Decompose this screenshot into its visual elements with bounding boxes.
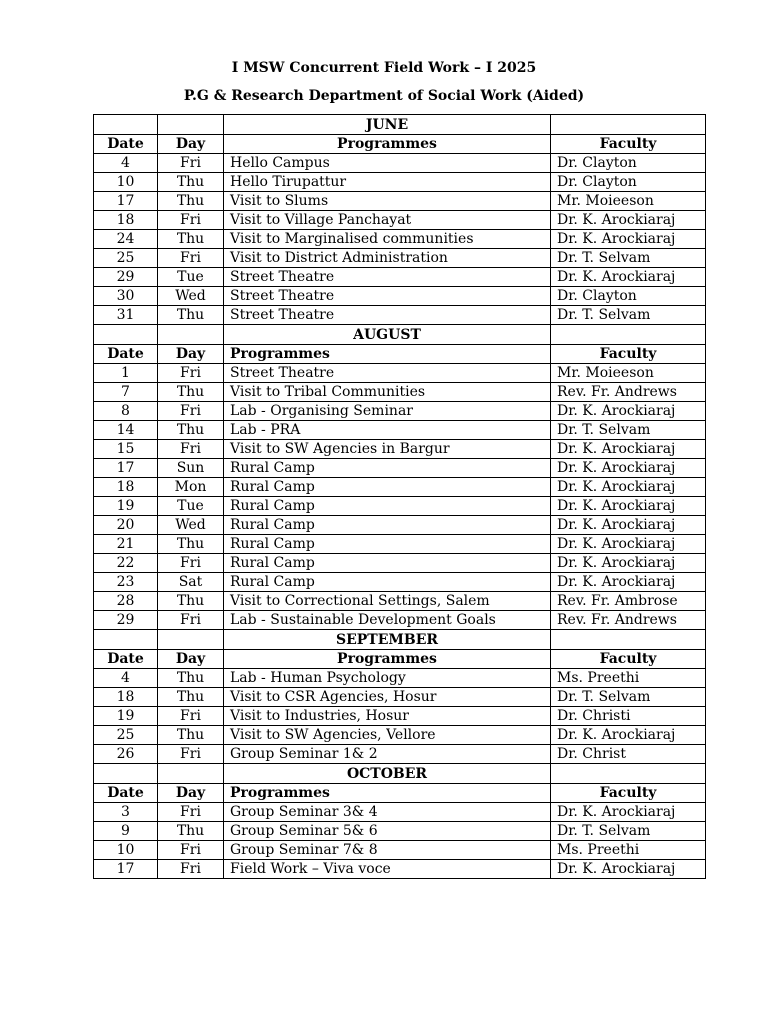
table-row: [94, 669, 706, 688]
table-row: [94, 211, 706, 230]
header-date: Date: [94, 345, 158, 364]
day-cell: Fri: [158, 611, 224, 630]
day-cell: Fri: [158, 841, 224, 860]
table-row: [94, 726, 706, 745]
day-cell: Thu: [158, 726, 224, 745]
header-row: [94, 345, 706, 364]
faculty-cell: Dr. K. Arockiaraj: [551, 516, 706, 535]
month-name: AUGUST: [224, 325, 551, 345]
programme-cell: Field Work – Viva voce: [224, 860, 551, 879]
programme-cell: Visit to Marginalised communities: [224, 230, 551, 249]
programme-cell: Lab - Sustainable Development Goals: [224, 611, 551, 630]
faculty-cell: Dr. K. Arockiaraj: [551, 726, 706, 745]
table-row: [94, 192, 706, 211]
header-day: Day: [158, 345, 224, 364]
day-cell: Fri: [158, 211, 224, 230]
table-row: [94, 860, 706, 879]
date-cell: 17: [94, 860, 158, 879]
table-row: [94, 383, 706, 402]
programme-cell: Group Seminar 5& 6: [224, 822, 551, 841]
header-programmes: Programmes: [224, 784, 551, 803]
day-cell: Fri: [158, 554, 224, 573]
empty-cell: [158, 115, 224, 135]
date-cell: 26: [94, 745, 158, 764]
date-cell: 29: [94, 268, 158, 287]
header-faculty: Faculty: [551, 345, 706, 364]
header-row: [94, 135, 706, 154]
header-programmes: Programmes: [224, 345, 551, 364]
table-row: [94, 440, 706, 459]
date-cell: 19: [94, 497, 158, 516]
table-row: [94, 535, 706, 554]
header-date: Date: [94, 135, 158, 154]
day-cell: Thu: [158, 306, 224, 325]
schedule-table: [93, 114, 706, 879]
date-cell: 10: [94, 173, 158, 192]
programme-cell: Lab - Organising Seminar: [224, 402, 551, 421]
day-cell: Fri: [158, 154, 224, 173]
table-row: [94, 822, 706, 841]
programme-cell: Street Theatre: [224, 287, 551, 306]
programme-cell: Hello Tirupattur: [224, 173, 551, 192]
programme-cell: Rural Camp: [224, 535, 551, 554]
empty-cell: [551, 764, 706, 784]
date-cell: 15: [94, 440, 158, 459]
header-date: Date: [94, 650, 158, 669]
table-row: [94, 745, 706, 764]
faculty-cell: Dr. K. Arockiaraj: [551, 478, 706, 497]
table-row: [94, 154, 706, 173]
programme-cell: Visit to SW Agencies in Bargur: [224, 440, 551, 459]
programme-cell: Visit to SW Agencies, Vellore: [224, 726, 551, 745]
empty-cell: [94, 630, 158, 650]
table-row: [94, 573, 706, 592]
empty-cell: [158, 325, 224, 345]
table-row: [94, 249, 706, 268]
table-row: [94, 402, 706, 421]
day-cell: Fri: [158, 745, 224, 764]
month-name: OCTOBER: [224, 764, 551, 784]
empty-cell: [94, 325, 158, 345]
table-row: [94, 421, 706, 440]
day-cell: Fri: [158, 803, 224, 822]
programme-cell: Street Theatre: [224, 268, 551, 287]
table-row: [94, 364, 706, 383]
table-row: [94, 230, 706, 249]
month-row: [94, 764, 706, 784]
date-cell: 29: [94, 611, 158, 630]
faculty-cell: Dr. Christi: [551, 707, 706, 726]
date-cell: 25: [94, 726, 158, 745]
table-row: [94, 497, 706, 516]
header-faculty: Faculty: [551, 784, 706, 803]
faculty-cell: Dr. T. Selvam: [551, 421, 706, 440]
month-name: JUNE: [224, 115, 551, 135]
faculty-cell: Dr. K. Arockiaraj: [551, 554, 706, 573]
month-name: SEPTEMBER: [224, 630, 551, 650]
header-day: Day: [158, 135, 224, 154]
faculty-cell: Dr. K. Arockiaraj: [551, 573, 706, 592]
programme-cell: Rural Camp: [224, 516, 551, 535]
day-cell: Fri: [158, 860, 224, 879]
date-cell: 10: [94, 841, 158, 860]
programme-cell: Visit to Tribal Communities: [224, 383, 551, 402]
programme-cell: Visit to District Administration: [224, 249, 551, 268]
programme-cell: Visit to Slums: [224, 192, 551, 211]
programme-cell: Hello Campus: [224, 154, 551, 173]
document-subtitle: P.G & Research Department of Social Work (Aided): [183, 88, 585, 104]
empty-cell: [551, 630, 706, 650]
day-cell: Fri: [158, 440, 224, 459]
day-cell: Tue: [158, 268, 224, 287]
month-row: [94, 115, 706, 135]
date-cell: 17: [94, 459, 158, 478]
faculty-cell: Dr. T. Selvam: [551, 306, 706, 325]
programme-cell: Lab - PRA: [224, 421, 551, 440]
table-row: [94, 459, 706, 478]
table-row: [94, 554, 706, 573]
table-row: [94, 707, 706, 726]
date-cell: 23: [94, 573, 158, 592]
header-faculty: Faculty: [551, 135, 706, 154]
day-cell: Thu: [158, 669, 224, 688]
faculty-cell: Dr. K. Arockiaraj: [551, 211, 706, 230]
day-cell: Fri: [158, 707, 224, 726]
date-cell: 7: [94, 383, 158, 402]
table-row: [94, 268, 706, 287]
date-cell: 20: [94, 516, 158, 535]
faculty-cell: Dr. K. Arockiaraj: [551, 440, 706, 459]
header-row: [94, 784, 706, 803]
programme-cell: Group Seminar 3& 4: [224, 803, 551, 822]
programme-cell: Visit to CSR Agencies, Hosur: [224, 688, 551, 707]
table-row: [94, 592, 706, 611]
date-cell: 4: [94, 154, 158, 173]
programme-cell: Rural Camp: [224, 554, 551, 573]
day-cell: Thu: [158, 173, 224, 192]
programme-cell: Rural Camp: [224, 497, 551, 516]
faculty-cell: Dr. K. Arockiaraj: [551, 459, 706, 478]
faculty-cell: Dr. K. Arockiaraj: [551, 402, 706, 421]
faculty-cell: Dr. T. Selvam: [551, 688, 706, 707]
programme-cell: Rural Camp: [224, 459, 551, 478]
day-cell: Fri: [158, 364, 224, 383]
date-cell: 19: [94, 707, 158, 726]
header-day: Day: [158, 784, 224, 803]
date-cell: 21: [94, 535, 158, 554]
faculty-cell: Dr. K. Arockiaraj: [551, 803, 706, 822]
header-faculty: Faculty: [551, 650, 706, 669]
programme-cell: Group Seminar 1& 2: [224, 745, 551, 764]
table-row: [94, 478, 706, 497]
faculty-cell: Mr. Moieeson: [551, 364, 706, 383]
day-cell: Wed: [158, 287, 224, 306]
table-row: [94, 173, 706, 192]
month-row: [94, 325, 706, 345]
faculty-cell: Ms. Preethi: [551, 669, 706, 688]
faculty-cell: Ms. Preethi: [551, 841, 706, 860]
programme-cell: Lab - Human Psychology: [224, 669, 551, 688]
date-cell: 4: [94, 669, 158, 688]
day-cell: Thu: [158, 421, 224, 440]
empty-cell: [158, 630, 224, 650]
faculty-cell: Dr. T. Selvam: [551, 249, 706, 268]
faculty-cell: Rev. Fr. Ambrose: [551, 592, 706, 611]
document-title: I MSW Concurrent Field Work – I 2025: [231, 60, 537, 76]
date-cell: 17: [94, 192, 158, 211]
table-row: [94, 803, 706, 822]
empty-cell: [551, 325, 706, 345]
empty-cell: [551, 115, 706, 135]
faculty-cell: Rev. Fr. Andrews: [551, 383, 706, 402]
faculty-cell: Dr. K. Arockiaraj: [551, 497, 706, 516]
table-row: [94, 516, 706, 535]
table-row: [94, 841, 706, 860]
day-cell: Thu: [158, 688, 224, 707]
date-cell: 31: [94, 306, 158, 325]
date-cell: 3: [94, 803, 158, 822]
date-cell: 9: [94, 822, 158, 841]
day-cell: Thu: [158, 230, 224, 249]
faculty-cell: Dr. Clayton: [551, 173, 706, 192]
date-cell: 18: [94, 478, 158, 497]
table-row: [94, 287, 706, 306]
day-cell: Mon: [158, 478, 224, 497]
faculty-cell: Dr. T. Selvam: [551, 822, 706, 841]
programme-cell: Rural Camp: [224, 478, 551, 497]
programme-cell: Visit to Industries, Hosur: [224, 707, 551, 726]
date-cell: 25: [94, 249, 158, 268]
programme-cell: Street Theatre: [224, 364, 551, 383]
faculty-cell: Dr. Clayton: [551, 287, 706, 306]
day-cell: Thu: [158, 822, 224, 841]
date-cell: 18: [94, 211, 158, 230]
empty-cell: [94, 764, 158, 784]
faculty-cell: Dr. Clayton: [551, 154, 706, 173]
date-cell: 18: [94, 688, 158, 707]
date-cell: 8: [94, 402, 158, 421]
table-row: [94, 306, 706, 325]
programme-cell: Rural Camp: [224, 573, 551, 592]
day-cell: Tue: [158, 497, 224, 516]
faculty-cell: Dr. K. Arockiaraj: [551, 268, 706, 287]
faculty-cell: Dr. Christ: [551, 745, 706, 764]
date-cell: 30: [94, 287, 158, 306]
faculty-cell: Dr. K. Arockiaraj: [551, 535, 706, 554]
day-cell: Fri: [158, 402, 224, 421]
day-cell: Sun: [158, 459, 224, 478]
day-cell: Thu: [158, 592, 224, 611]
day-cell: Wed: [158, 516, 224, 535]
header-programmes: Programmes: [224, 135, 551, 154]
day-cell: Sat: [158, 573, 224, 592]
day-cell: Thu: [158, 192, 224, 211]
date-cell: 24: [94, 230, 158, 249]
header-row: [94, 650, 706, 669]
date-cell: 1: [94, 364, 158, 383]
programme-cell: Visit to Correctional Settings, Salem: [224, 592, 551, 611]
day-cell: Fri: [158, 249, 224, 268]
date-cell: 22: [94, 554, 158, 573]
table-row: [94, 611, 706, 630]
faculty-cell: Mr. Moieeson: [551, 192, 706, 211]
programme-cell: Visit to Village Panchayat: [224, 211, 551, 230]
programme-cell: Group Seminar 7& 8: [224, 841, 551, 860]
faculty-cell: Dr. K. Arockiaraj: [551, 230, 706, 249]
day-cell: Thu: [158, 383, 224, 402]
month-row: [94, 630, 706, 650]
day-cell: Thu: [158, 535, 224, 554]
programme-cell: Street Theatre: [224, 306, 551, 325]
header-day: Day: [158, 650, 224, 669]
date-cell: 14: [94, 421, 158, 440]
header-programmes: Programmes: [224, 650, 551, 669]
schedule-table-body: [94, 115, 706, 879]
faculty-cell: Rev. Fr. Andrews: [551, 611, 706, 630]
faculty-cell: Dr. K. Arockiaraj: [551, 860, 706, 879]
table-row: [94, 688, 706, 707]
empty-cell: [94, 115, 158, 135]
header-date: Date: [94, 784, 158, 803]
empty-cell: [158, 764, 224, 784]
date-cell: 28: [94, 592, 158, 611]
